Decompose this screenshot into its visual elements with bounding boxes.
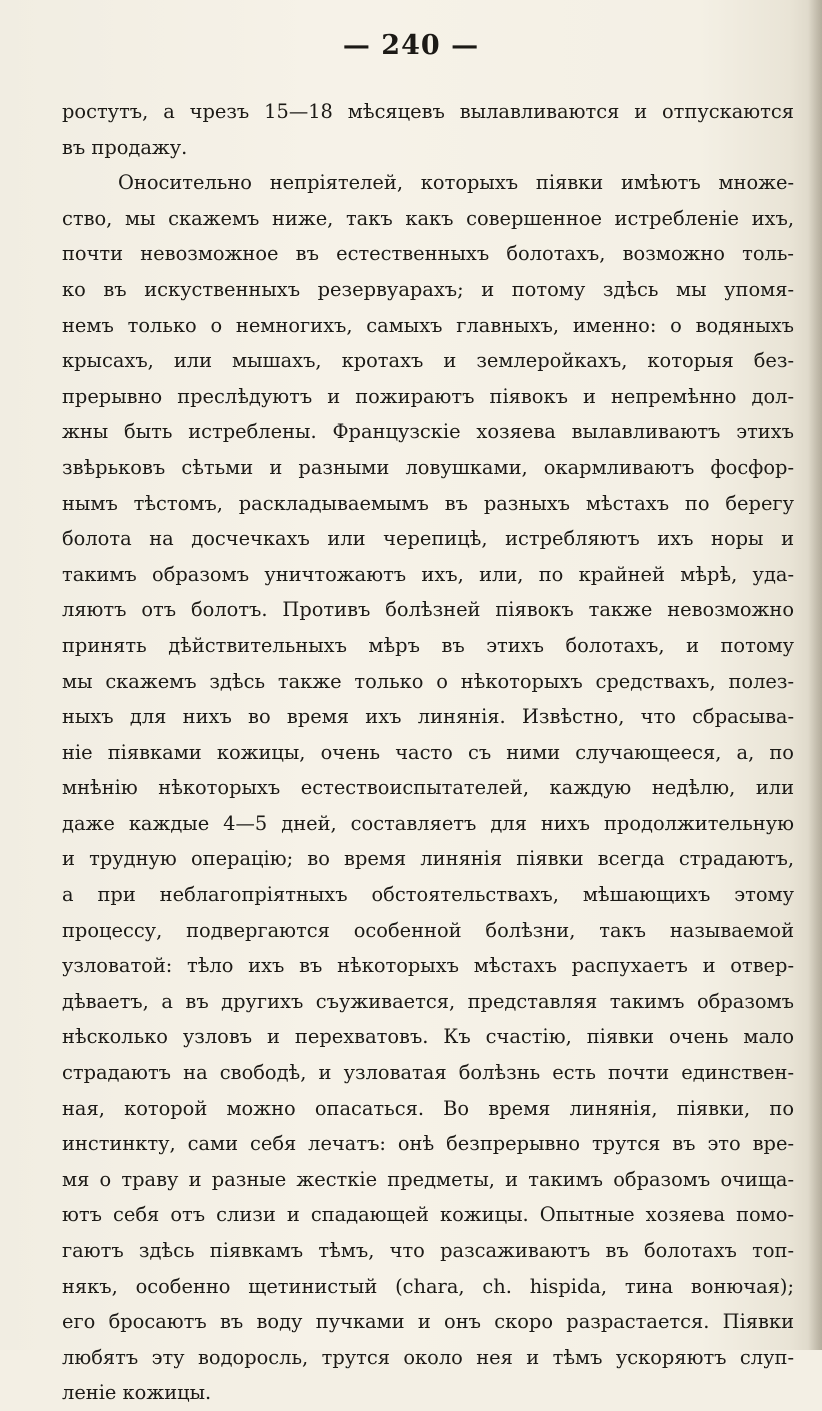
text-line: ство, мы скажемъ ниже, такъ какъ совершенное истребленіе ихъ,	[62, 206, 794, 230]
text-line: почти невозможное въ естественныхъ болотахъ, возможно толь-	[62, 242, 794, 266]
page-edge-shadow	[808, 0, 822, 1350]
text-line: дѣваетъ, а въ другихъ съуживается, представляя такимъ образомъ	[62, 989, 794, 1013]
text-line: нѣсколько узловъ и перехватовъ. Къ счастію, піявки очень мало	[62, 1025, 794, 1049]
text-line: мнѣнію нѣкоторыхъ естествоиспытателей, каждую недѣлю, или	[62, 776, 794, 800]
text-line: принять дѣйствительныхъ мѣръ въ этихъ болотахъ, и потому	[62, 633, 794, 657]
text-line: ніе піявками кожицы, очень часто съ ними случающееся, а, по	[62, 740, 794, 764]
text-line: някъ, особенно щетинистый (chara, ch. hispida, тина вонючая);	[62, 1274, 794, 1298]
text-line: узловатой: тѣло ихъ въ нѣкоторыхъ мѣстахъ распухаетъ и отвер-	[62, 954, 794, 978]
text-line: а при неблагопріятныхъ обстоятельствахъ, мѣшающихъ этому	[62, 883, 794, 907]
text-line: нымъ тѣстомъ, раскладываемымъ въ разныхъ мѣстахъ по берегу	[62, 491, 794, 515]
text-line: и трудную операцію; во время линянія піявки всегда страдаютъ,	[62, 847, 794, 871]
text-line: ныхъ для нихъ во время ихъ линянія. Извѣстно, что сбрасыва-	[62, 705, 794, 729]
text-line: Оносительно непріятелей, которыхъ піявки имѣютъ множе-	[118, 171, 794, 195]
text-line: ко въ искуственныхъ резервуарахъ; и потому здѣсь мы упомя-	[62, 277, 794, 301]
text-line: страдаютъ на свободѣ, и узловатая болѣзнь есть почти единствен-	[62, 1061, 794, 1085]
text-line: жны быть истреблены. Французскіе хозяева вылавливаютъ этихъ	[62, 420, 794, 444]
text-line: крысахъ, или мышахъ, кротахъ и землеройкахъ, которыя без-	[62, 349, 794, 373]
text-line: инстинкту, сами себя лечатъ: онѣ безпрерывно трутся въ это вре-	[62, 1132, 794, 1156]
text-line: мы скажемъ здѣсь также только о нѣкоторыхъ средствахъ, полез-	[62, 669, 794, 693]
text-line: ростутъ, а чрезъ 15—18 мѣсяцевъ вылавливаются и отпускаются	[62, 100, 794, 123]
text-line: ная, которой можно опасаться. Во время линянія, піявки, по	[62, 1096, 794, 1120]
text-line: даже каждые 4—5 дней, составляетъ для нихъ продолжительную	[62, 811, 794, 835]
body-text	[62, 94, 794, 1411]
text-line: любятъ эту водоросль, трутся около нея и тѣмъ ускоряютъ слуп-	[62, 1345, 794, 1369]
text-line: болота на досчечкахъ или черепицѣ, истребляютъ ихъ норы и	[62, 527, 794, 551]
text-line: его бросаютъ въ воду пучками и онъ скоро разрастается. Піявки	[62, 1310, 794, 1334]
text-line: звѣрьковъ сѣтьми и разными ловушками, окармливаютъ фосфор-	[62, 455, 794, 479]
text-line: процессу, подвергаются особенной болѣзни, такъ называемой	[62, 918, 794, 942]
text-line: ляютъ отъ болотъ. Противъ болѣзней піявокъ также невозможно	[62, 598, 794, 622]
text-line: мя о траву и разные жесткіе предметы, и такимъ образомъ очища-	[62, 1167, 794, 1191]
text-line: леніе кожицы.	[62, 1381, 212, 1405]
text-line: въ продажу.	[62, 135, 188, 159]
text-line: прерывно преслѣдуютъ и пожираютъ піявокъ и непремѣнно дол-	[62, 384, 794, 408]
page-number: — 240 —	[342, 30, 480, 61]
text-line: гаютъ здѣсь піявкамъ тѣмъ, что разсаживаютъ въ болотахъ топ-	[62, 1239, 794, 1262]
text-line: ютъ себя отъ слизи и спадающей кожицы. Опытные хозяева помо-	[62, 1203, 794, 1227]
text-line: такимъ образомъ уничтожаютъ ихъ, или, по крайней мѣрѣ, уда-	[62, 562, 794, 586]
text-line: немъ только о немногихъ, самыхъ главныхъ, именно: о водяныхъ	[62, 313, 794, 337]
